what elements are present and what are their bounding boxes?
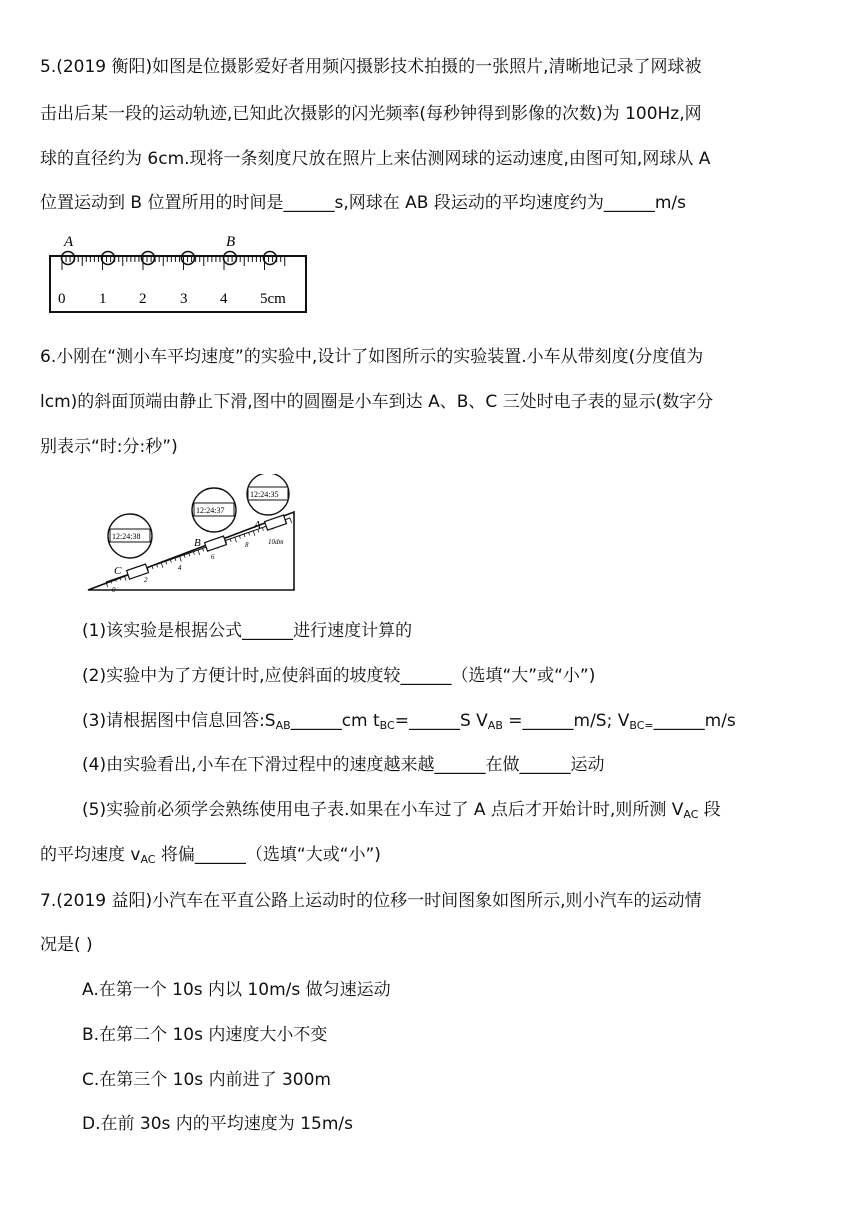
tick-label: 5cm	[260, 291, 286, 307]
q7-option-a: A.在第一个 10s 内以 10m/s 做匀速运动	[82, 980, 391, 1000]
tick-label: 0	[58, 291, 66, 307]
q7-option-b: B.在第二个 10s 内速度大小不变	[82, 1025, 328, 1045]
q6-sub-4: (4)由实验看出,小车在下滑过程中的速度越来越______在做______运动	[82, 755, 605, 775]
ball-label-b: B	[226, 234, 236, 250]
q6-sub-3: (3)请根据图中信息回答$:S_{AB}\_\_\_\_\_\_cm$ $t_{BC}=\_\_\_\_\_\_S$ $V_{AB}$ =______m/S; $V_{BC=}\_\_\_\_\_\_m/s$	[82, 711, 736, 732]
tick-label: 1	[99, 291, 107, 307]
clock-a	[247, 474, 289, 515]
q5-line-4: 位置运动到 B 位置所用的时间是______s,网球在 AB 段运动的平均速度约为______m/s	[40, 193, 686, 213]
clock-c	[108, 514, 152, 558]
ruler-ticks	[62, 256, 285, 270]
scale-label: 0	[112, 586, 116, 594]
q5-line-1: 5.(2019 衡阳)如图是位摄影爱好者用频闪摄影技术拍摄的一张照片,清晰地记录了网球被	[40, 57, 702, 77]
q7-option-c: C.在第三个 10s 内前进了 300m	[82, 1070, 331, 1090]
ruler-figure	[40, 228, 320, 320]
scale-label: 4	[178, 564, 182, 572]
clock-a-time: 12:24:35	[250, 490, 279, 499]
ruler-scale-labels	[58, 291, 286, 307]
q6-line-1: 6.小刚在“测小车平均速度”的实验中,设计了如图所示的实验装置.小车从带刻度(分度值为	[40, 347, 704, 367]
ball-label-a: A	[64, 234, 74, 250]
q5-line-2: 击出后某一段的运动轨迹,已知此次摄影的闪光频率(每秒钟得到影像的次数)为 100Hz,网	[40, 104, 702, 124]
q6-sub-5-cont: 的平均速度 $v_{AC}$ 将偏______（选填“大或“小”)	[40, 845, 381, 866]
label-c: C	[114, 565, 122, 577]
tick-label: 2	[139, 291, 147, 307]
q6-sub-5: (5)实验前必须学会熟练使用电子表.如果在小车过了 A 点后才开始计时,则所测 $V_{AC}$ 段	[82, 800, 721, 821]
clock-b-time: 12:24:37	[196, 506, 225, 515]
q7-line-2: 况是( )	[40, 935, 93, 955]
label-a: A	[254, 519, 261, 531]
scale-label: 2	[144, 576, 148, 584]
q6-line-3: 别表示“时:分:秒”)	[40, 437, 178, 457]
scale-unit: 10dm	[268, 538, 284, 546]
q7-line-1: 7.(2019 益阳)小汽车在平直公路上运动时的位移一时间图象如图所示,则小汽车的运动情	[40, 891, 702, 911]
scale-label: 8	[245, 541, 249, 549]
cart-b	[205, 536, 227, 551]
clock-c-time: 12:24:38	[112, 532, 141, 541]
tick-label: 3	[180, 291, 188, 307]
q6-sub-1: (1)该实验是根据公式______进行速度计算的	[82, 621, 413, 641]
tick-label: 4	[220, 291, 228, 307]
q5-line-3: 球的直径约为 6cm.现将一条刻度尺放在照片上来估测网球的运动速度,由图可知,网球从 A	[40, 149, 711, 169]
label-b: B	[194, 537, 201, 549]
q6-sub-2: (2)实验中为了方便计时,应使斜面的坡度较______（选填“大”或“小”)	[82, 666, 596, 686]
q7-option-d: D.在前 30s 内的平均速度为 15m/s	[82, 1114, 353, 1134]
scale-label: 6	[211, 553, 215, 561]
clock-b	[192, 488, 236, 532]
q6-line-2: lcm)的斜面顶端由静止下滑,图中的圆圈是小车到达 A、B、C 三处时电子表的显示(数字分	[40, 392, 714, 412]
incline-figure	[84, 474, 304, 598]
cart-a	[265, 515, 287, 530]
